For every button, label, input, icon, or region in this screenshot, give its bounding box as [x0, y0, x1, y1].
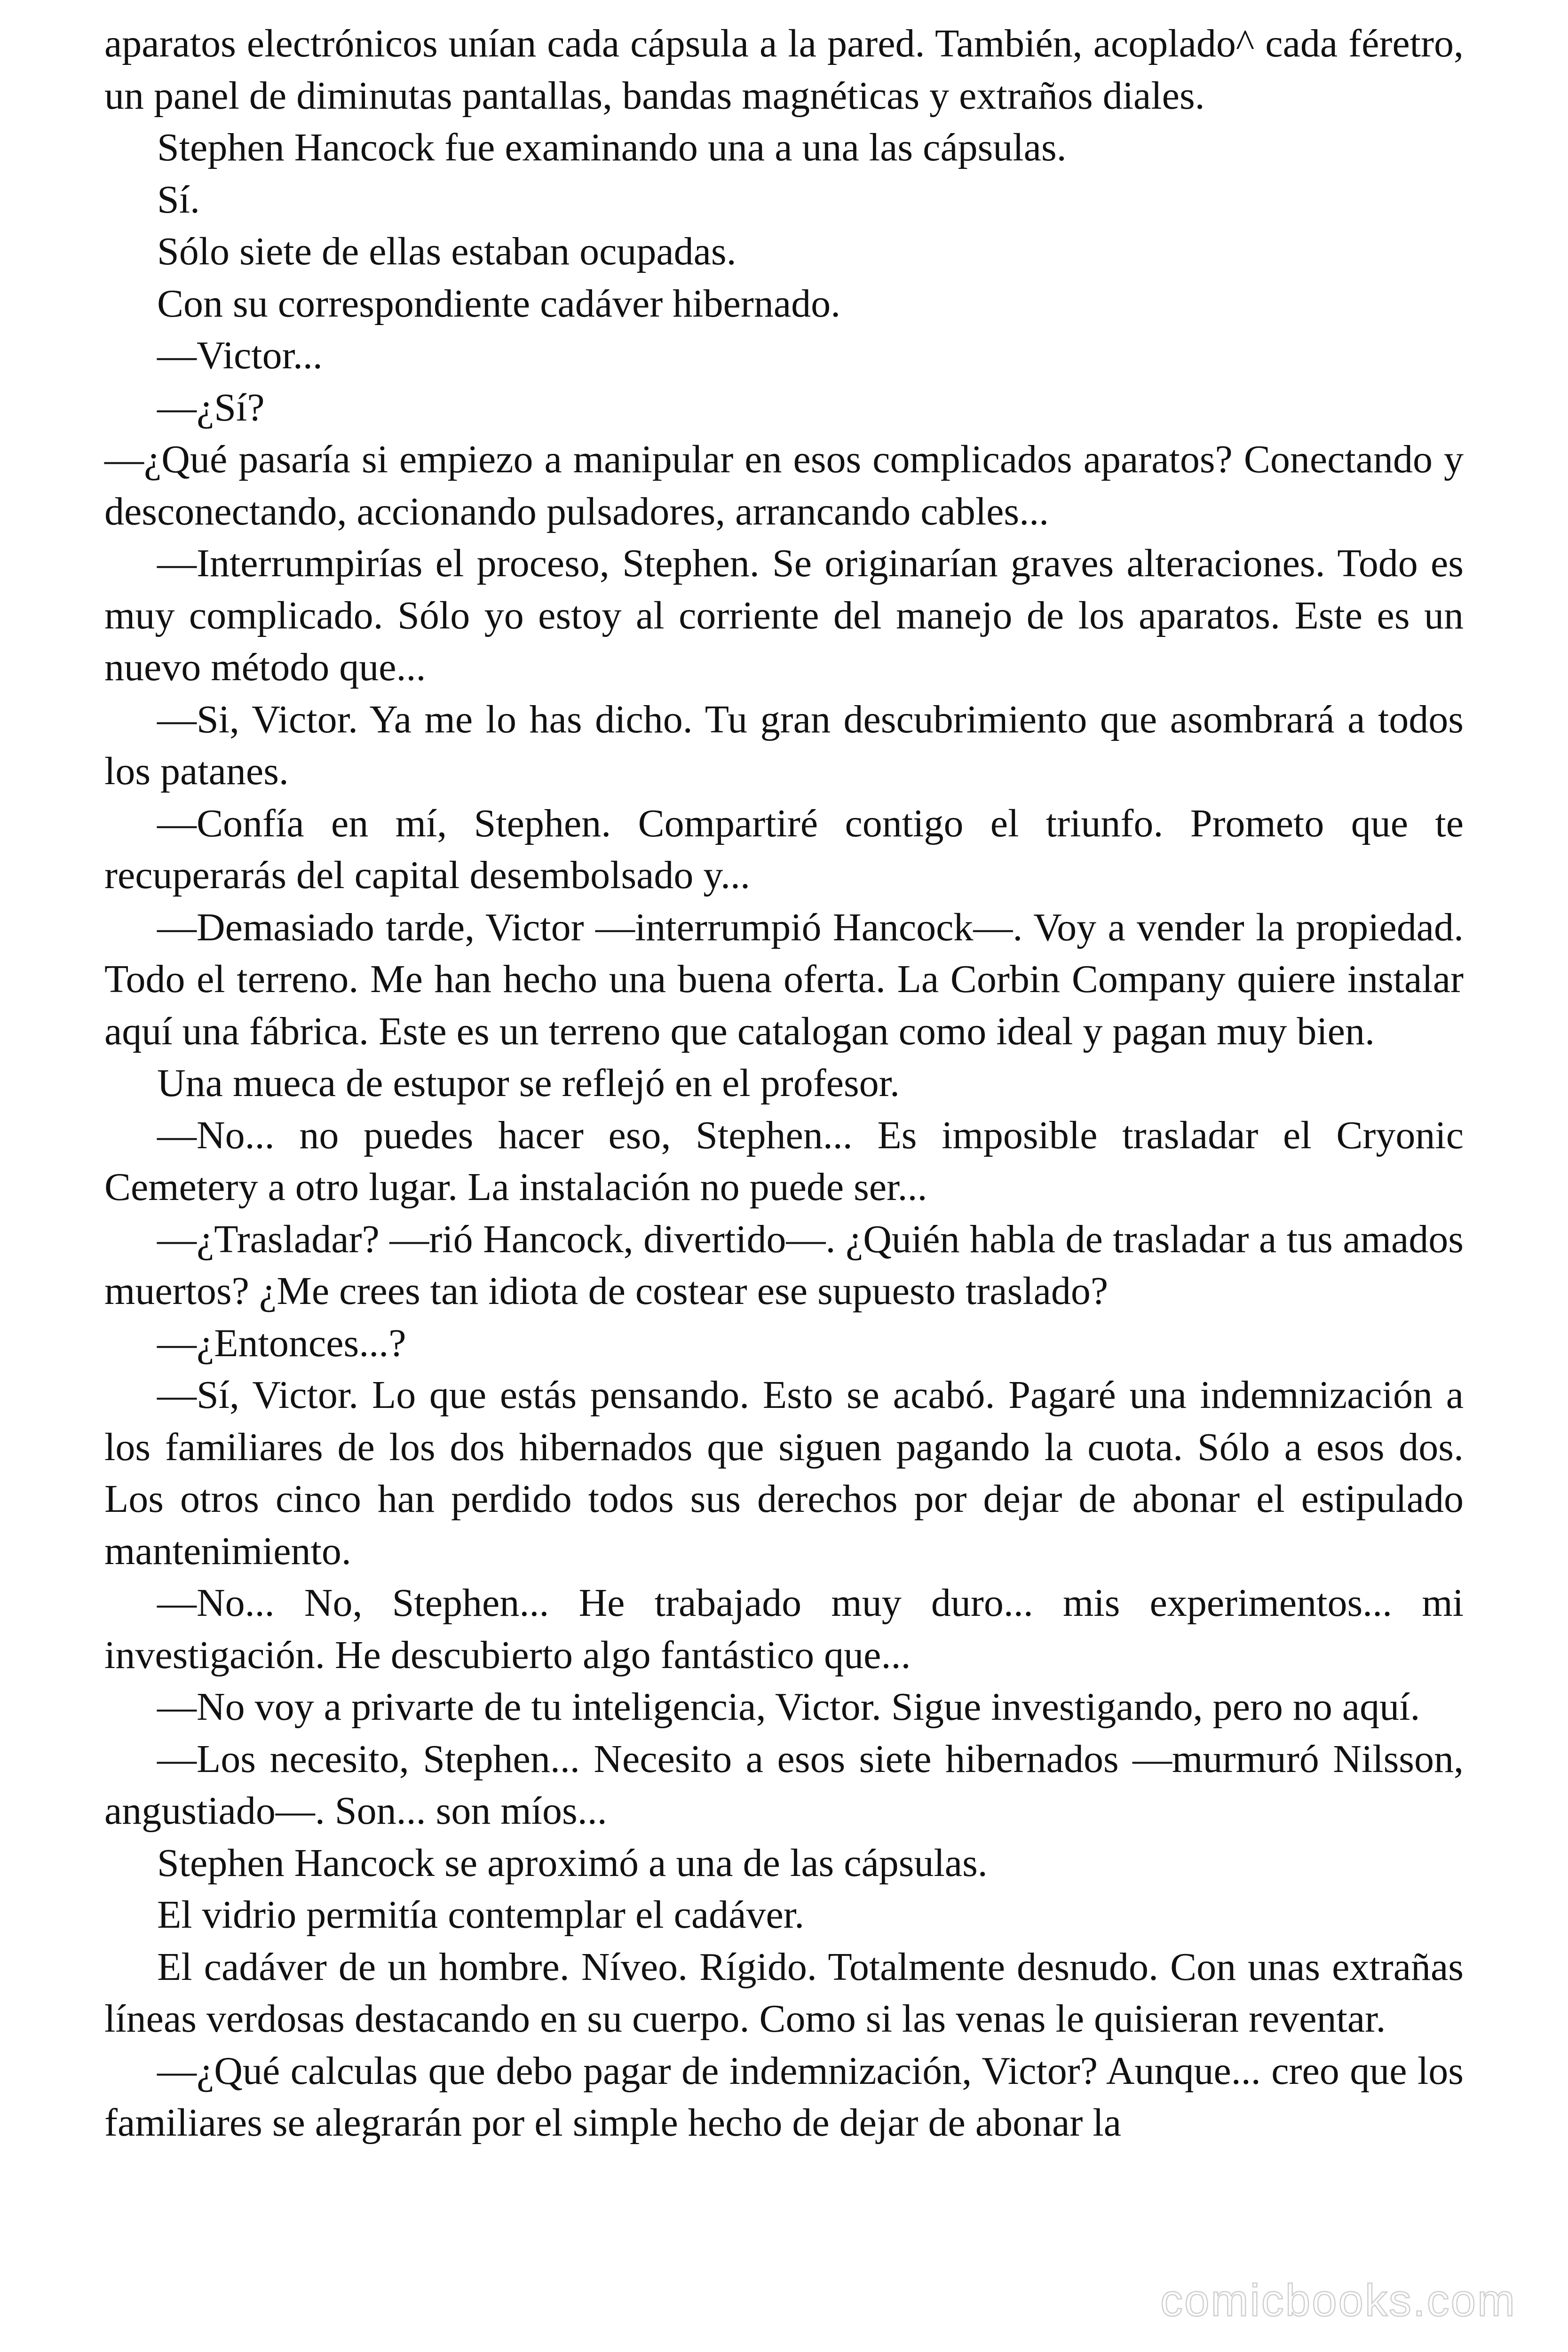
paragraph: Stephen Hancock fue examinando una a una las cápsulas.	[157, 126, 1067, 169]
paragraph: aparatos electrónicos unían cada cápsula a la pared. También, acoplado^ cada féretro, un panel de diminutas pantallas, bandas magnéticas y extraños diales.	[104, 22, 1464, 118]
dialogue-line: —Los necesito, Stephen... Necesito a esos siete hibernados —murmuró Nilsson, angustiado—. Son... son míos...	[104, 1737, 1464, 1833]
dialogue-line: —Demasiado tarde, Victor —interrumpió Hancock—. Voy a vender la propiedad. Todo el terreno. Me han hecho una buena oferta. La Corbin Company quiere instalar aquí una fábrica. Este es un terreno que catalogan como ideal y pagan muy bien.	[104, 905, 1464, 1053]
dialogue-line: —Si, Victor. Ya me lo has dicho. Tu gran descubrimiento que asombrará a todos los patanes.	[104, 697, 1464, 793]
watermark: comicbooks.com	[1160, 2275, 1516, 2326]
dialogue-line: —¿Entonces...?	[157, 1321, 406, 1365]
paragraph: El vidrio permitía contemplar el cadáver.	[157, 1893, 805, 1937]
dialogue-line: —No... no puedes hacer eso, Stephen... Es imposible trasladar el Cryonic Cemetery a otro lugar. La instalación no puede ser...	[104, 1113, 1464, 1209]
paragraph: Sí.	[157, 177, 200, 222]
dialogue-line: —Interrumpirías el proceso, Stephen. Se originarían graves alteraciones. Todo es muy complicado. Sólo yo estoy al corriente del manejo de los aparatos. Este es un nuevo método que...	[104, 541, 1464, 689]
paragraph: Una mueca de estupor se reflejó en el profesor.	[157, 1061, 900, 1105]
paragraph: Con su correspondiente cadáver hibernado.	[157, 281, 841, 326]
dialogue-line: —No voy a privarte de tu inteligencia, Victor. Sigue investigando, pero no aquí.	[157, 1685, 1420, 1729]
dialogue-line: —¿Qué pasaría si empiezo a manipular en esos complicados aparatos? Conectando y desconectando, accionando pulsadores, arrancando cables...	[104, 437, 1464, 533]
dialogue-line: —¿Qué calculas que debo pagar de indemnización, Victor? Aunque... creo que los familiares se alegrarán por el simple hecho de dejar de abonar la	[104, 2049, 1464, 2145]
dialogue-line: —¿Trasladar? —rió Hancock, divertido—. ¿Quién habla de trasladar a tus amados muertos? ¿Me crees tan idiota de costear ese supuesto traslado?	[104, 1217, 1464, 1313]
paragraph: El cadáver de un hombre. Níveo. Rígido. Totalmente desnudo. Con unas extrañas líneas verdosas destacando en su cuerpo. Como si las venas le quisieran reventar.	[104, 1945, 1464, 2041]
paragraph: Stephen Hancock se aproximó a una de las cápsulas.	[157, 1841, 988, 1885]
dialogue-line: —No... No, Stephen... He trabajado muy duro... mis experimentos... mi investigación. He descubierto algo fantástico que...	[104, 1581, 1464, 1677]
paragraph: Sólo siete de ellas estaban ocupadas.	[157, 230, 736, 273]
page-body-text	[104, 18, 1464, 2149]
dialogue-line: —Confía en mí, Stephen. Compartiré contigo el triunfo. Prometo que te recuperarás del capital desembolsado y...	[104, 801, 1464, 897]
dialogue-line: —¿Sí?	[157, 385, 265, 429]
dialogue-line: —Sí, Victor. Lo que estás pensando. Esto se acabó. Pagaré una indemnización a los familiares de los dos hibernados que siguen pagando la cuota. Sólo a esos dos. Los otros cinco han perdido todos sus derechos por dejar de abonar el estipulado mantenimiento.	[104, 1373, 1464, 1573]
dialogue-line: —Victor...	[157, 334, 323, 377]
